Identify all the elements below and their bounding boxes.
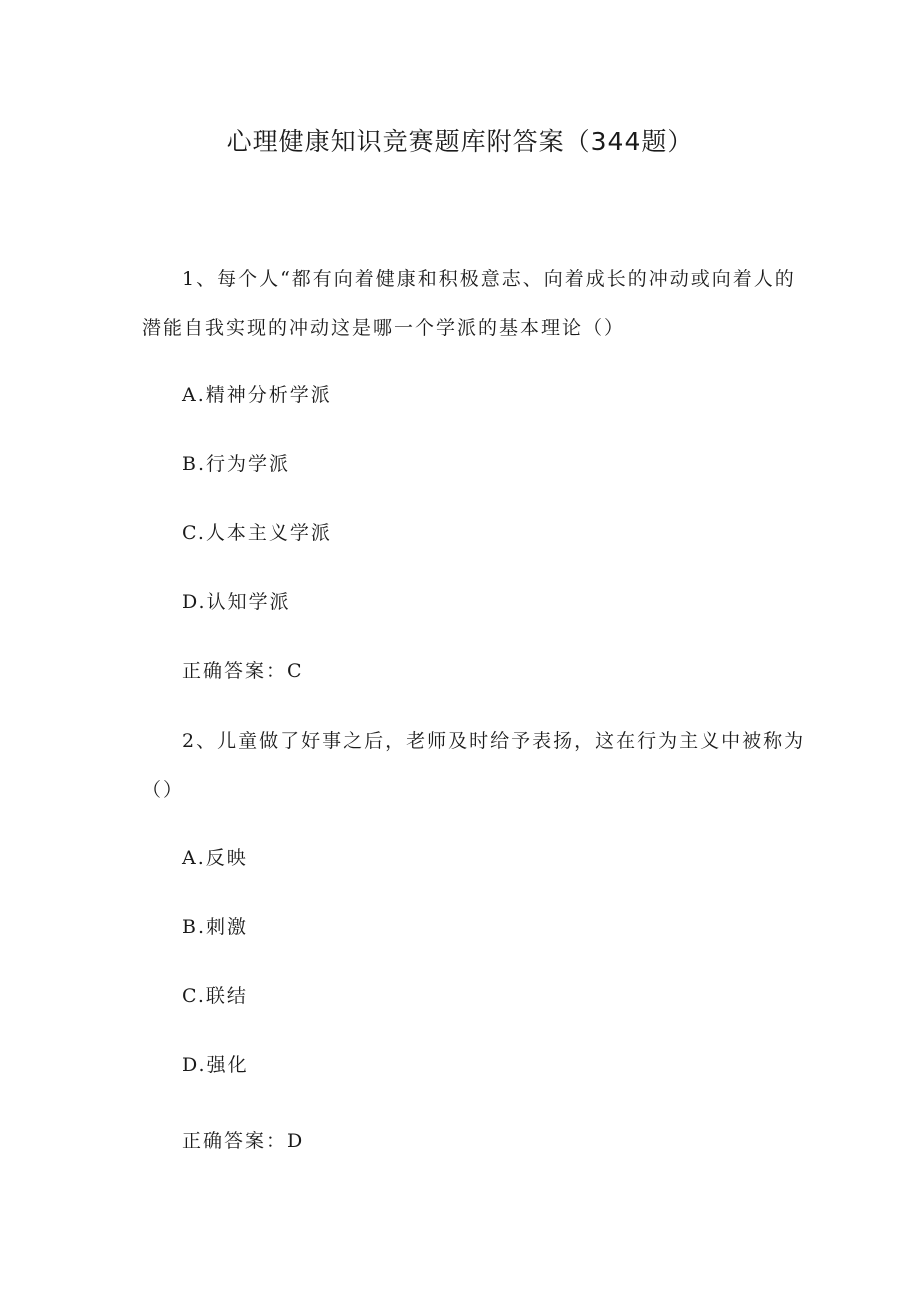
document-title: 心理健康知识竞赛题库附答案（344题） — [226, 127, 694, 156]
question-2-stem-line-1: 2、儿童做了好事之后，老师及时给予表扬，这在行为主义中被称为 — [182, 730, 806, 752]
question-1-option-d: D.认知学派 — [182, 591, 291, 613]
question-2-answer: 正确答案：D — [182, 1130, 305, 1152]
question-1-option-c: C.人本主义学派 — [182, 522, 332, 544]
question-1-stem-line-1: 1、每个人“都有向着健康和积极意志、向着成长的冲动或向着人的 — [182, 268, 796, 290]
question-2-option-c: C.联结 — [182, 985, 248, 1007]
question-1-option-b: B.行为学派 — [182, 453, 291, 475]
question-1-answer: 正确答案：C — [182, 660, 304, 682]
question-2-option-d: D.强化 — [182, 1054, 249, 1076]
question-1-stem-line-2: 潜能自我实现的冲动这是哪一个学派的基本理论（） — [142, 317, 626, 339]
question-1-option-a: A.精神分析学派 — [182, 384, 332, 406]
question-2-option-b: B.刺激 — [182, 916, 249, 938]
question-2-stem-line-2: （） — [142, 779, 185, 801]
question-2-option-a: A.反映 — [182, 847, 248, 869]
